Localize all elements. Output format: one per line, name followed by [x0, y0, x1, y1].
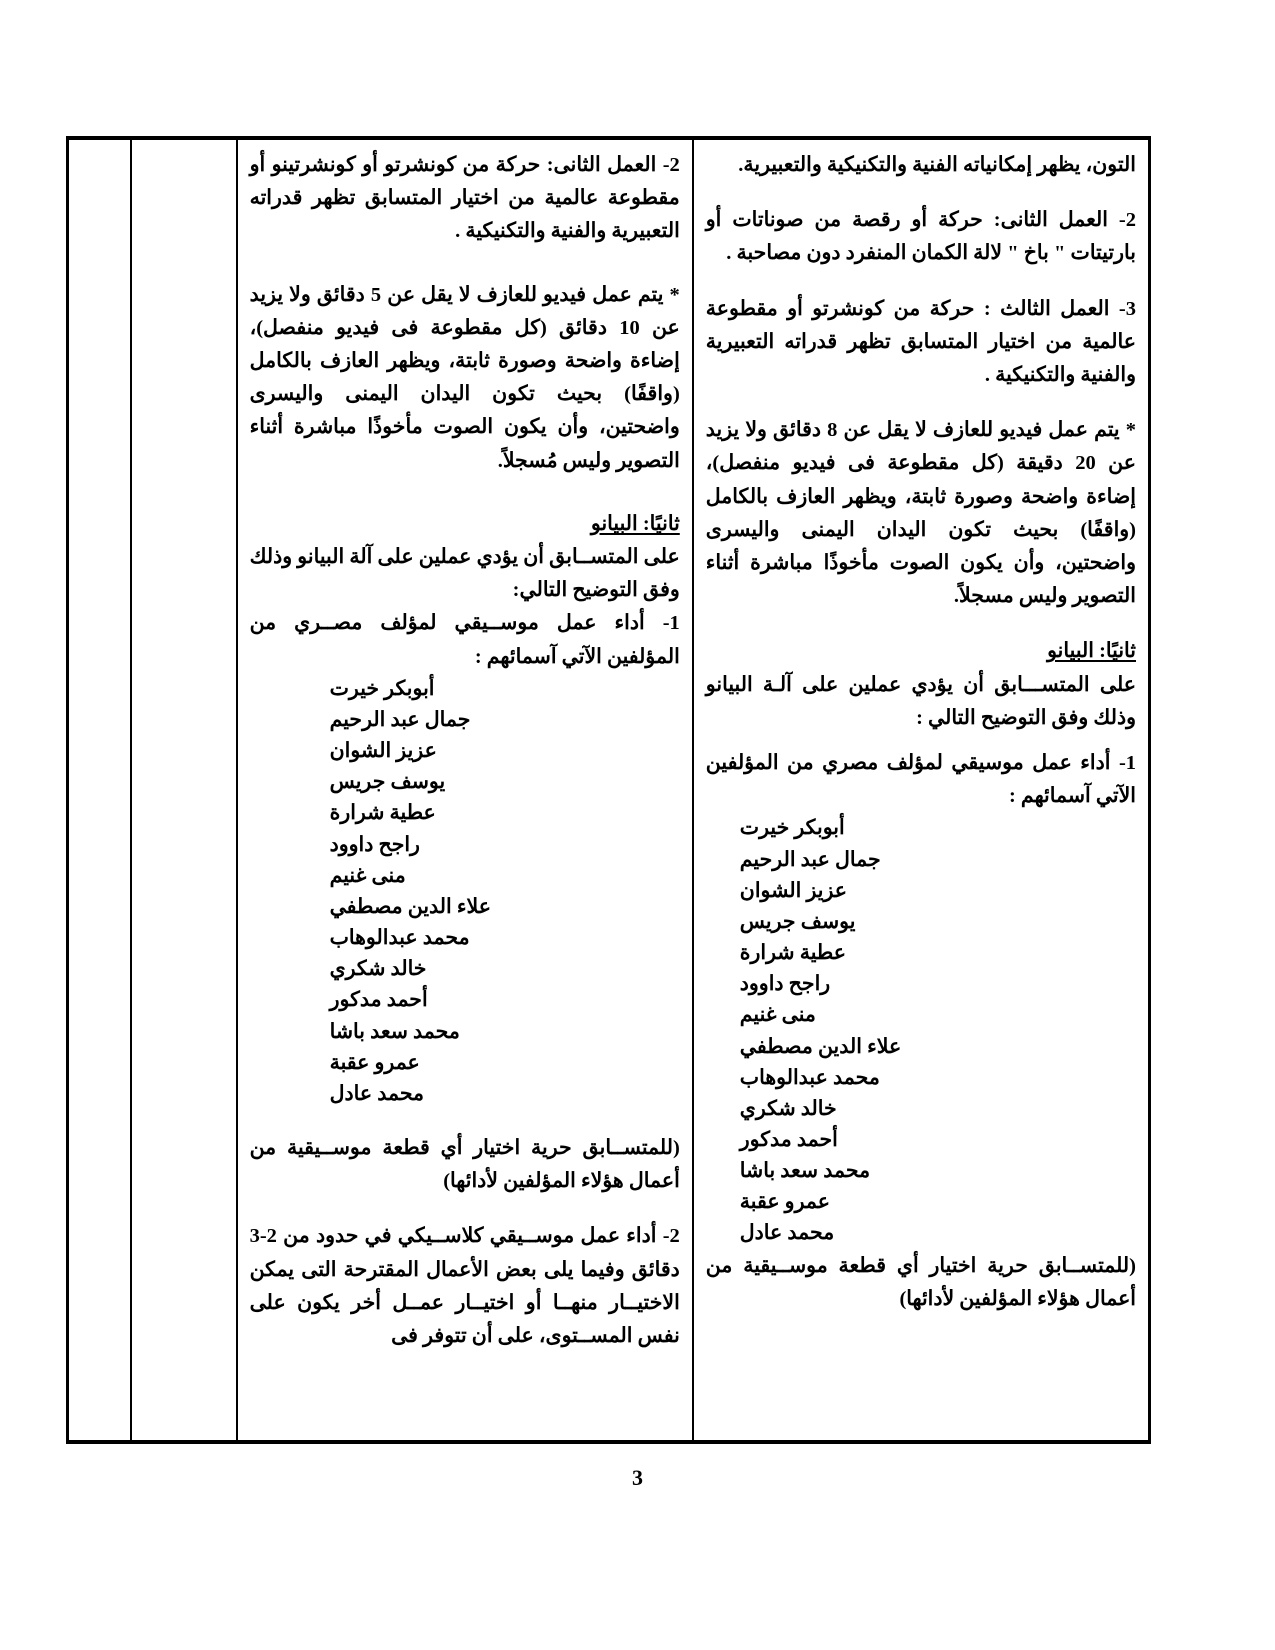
right-piano-item-2: [250, 1220, 680, 1353]
list-item: علاء الدين مصطفي: [329, 895, 491, 918]
left-video-note: [706, 414, 1136, 613]
right-item-2-title: العمل الثانى:: [546, 154, 657, 176]
right-video-note: [250, 279, 680, 478]
left-piano-item-1: [706, 747, 1136, 813]
list-item: جمال عبد الرحيم: [329, 709, 471, 731]
left-piano-item-1-label: 1-: [1118, 752, 1137, 775]
left-item-3-title: العمل الثالث :: [983, 297, 1110, 320]
right-text-column: [237, 138, 693, 1442]
right-item-2-paragraph: [250, 149, 680, 249]
list-item: راجح داوود: [739, 973, 831, 996]
left-piano-heading-text: ثانيًا: البيانو: [1047, 640, 1136, 663]
right-piano-item-1-label: 1-: [662, 612, 680, 635]
right-composer-list: [250, 674, 680, 1110]
left-item-2-body: حركة أو رقصة من صوناتات أو بارتيتات " باخ " لالة الكمان المنفرد دون مصاحبة .: [705, 209, 1136, 265]
list-item: أبوبكر خيرت: [329, 677, 435, 700]
right-piano-item-2-text: أداء عمل موســيقي كلاســيكي في حدود من 2-3 دقائق وفيما يلى بعض الأعمال المقترحة التى يمكن الاختيــار منهــا أو اختيــار عمــل أخر يكون على نفس المســتوى، على أن تتوفر فى: [249, 1225, 680, 1348]
list-item: عزيز الشوان: [739, 879, 848, 902]
left-item-3-body: حركة من كونشرتو أو مقطوعة عالمية من اختيار المتسابق تظهر قدراته التعبيرية والفنية والتكنيكية .: [705, 297, 1136, 387]
list-item: عمرو عقبة: [329, 1051, 420, 1074]
right-video-note-marker: *: [669, 283, 680, 306]
right-piano-heading-text: ثانيًا: البيانو: [590, 512, 680, 535]
list-item: أحمد مدكور: [329, 989, 428, 1012]
list-item: أحمد مدكور: [739, 1129, 838, 1152]
right-piano-intro: على المتســابق أن يؤدي عملين على آلة البيانو وذلك وفق التوضيح التالي:: [249, 546, 680, 602]
list-item: عزيز الشوان: [329, 740, 437, 763]
left-item-2-paragraph: [706, 204, 1136, 270]
list-item: يوسف جريس: [739, 910, 856, 933]
list-item: أبوبكر خيرت: [739, 817, 845, 840]
narrow-column-2: [68, 138, 131, 1442]
list-item: محمد سعد باشا: [329, 1020, 460, 1043]
list-item: منى غنيم: [329, 864, 406, 887]
list-item: جمال عبد الرحيم: [739, 848, 881, 871]
list-item: محمد عادل: [739, 1222, 835, 1245]
right-item-2-label: 2-: [662, 154, 680, 176]
left-video-note-marker: *: [1125, 419, 1136, 442]
list-item: علاء الدين مصطفي: [739, 1035, 902, 1058]
left-item-3-paragraph: [706, 293, 1136, 393]
list-item: عمرو عقبة: [739, 1191, 830, 1214]
list-item: محمد عبدالوهاب: [739, 1066, 880, 1089]
right-piano-item-1: [250, 607, 680, 673]
list-item: راجح داوود: [329, 833, 420, 856]
left-text-column: [693, 138, 1150, 1442]
left-item-2-label: 2-: [1118, 209, 1136, 232]
left-freedom-note: (للمتســابق حرية اختيار أي قطعة موســيقية من أعمال هؤلاء المؤلفين لأدائها): [705, 1254, 1136, 1310]
right-piano-item-1-text: أداء عمل موســيقي لمؤلف مصــري من المؤلفين الآتي آسمائهم :: [249, 612, 680, 668]
list-item: منى غنيم: [739, 1004, 816, 1027]
left-composer-list: [706, 813, 1136, 1249]
list-item: محمد عبدالوهاب: [329, 927, 470, 950]
left-continuation-paragraph: التون، يظهر إمكانياته الفنية والتكنيكية والتعبيرية.: [738, 154, 1136, 176]
list-item: محمد عادل: [329, 1082, 425, 1105]
list-item: خالد شكري: [739, 1097, 837, 1120]
list-item: عطية شرارة: [739, 942, 846, 965]
left-piano-intro: على المتســـابق أن يؤدي عملين على آلـة البيانو وذلك وفق التوضيح التالي :: [705, 673, 1136, 729]
right-piano-item-2-label: 2-: [662, 1225, 680, 1248]
narrow-column-1: [131, 138, 237, 1442]
left-video-note-text: يتم عمل فيديو للعازف لا يقل عن 8 دقائق ولا يزيد عن 20 دقيقة (كل مقطوعة فى فيديو منفصل)، إضاءة واضحة وصورة ثابتة، ويظهر العازف بالكامل (واقفًا) بحيث تكون اليدان اليمنى واليسرى واضحتين، وأن يكون الصوت مأخوذًا مباشرة أثناء التصوير وليس مسجلاً.: [705, 419, 1136, 608]
right-video-note-text: يتم عمل فيديو للعازف لا يقل عن 5 دقائق ولا يزيد عن 10 دقائق (كل مقطوعة فى فيديو منفصل)، إضاءة واضحة وصورة ثابتة، ويظهر العازف بالكامل (واقفًا) بحيث تكون اليدان اليمنى واليسرى واضحتين، وأن يكون الصوت مأخوذًا مباشرة أثناء التصوير وليس مُسجلاً.: [249, 283, 680, 472]
page-number: 3: [632, 1465, 643, 1490]
list-item: خالد شكري: [329, 958, 427, 981]
left-piano-item-1-text: أداء عمل موسيقي لمؤلف مصري من المؤلفين الآتي آسمائهم :: [705, 752, 1136, 808]
content-table: [66, 136, 1151, 1444]
left-piano-heading: [706, 635, 1136, 668]
list-item: عطية شرارة: [329, 802, 436, 825]
list-item: يوسف جريس: [329, 771, 446, 794]
right-freedom-note: (للمتســابق حرية اختيار أي قطعة موســيقية من أعمال هؤلاء المؤلفين لأدائها): [249, 1137, 680, 1193]
left-item-3-label: 3-: [1118, 297, 1136, 320]
right-item-2-body: حركة من كونشرتو أو كونشرتينو أو مقطوعة عالمية من اختيار المتسابق تظهر قدراته التعبيرية والفنية والتكنيكية .: [249, 154, 680, 243]
list-item: محمد سعد باشا: [739, 1160, 871, 1183]
right-piano-heading: [250, 508, 680, 541]
left-item-2-title: العمل الثانى:: [993, 209, 1108, 232]
